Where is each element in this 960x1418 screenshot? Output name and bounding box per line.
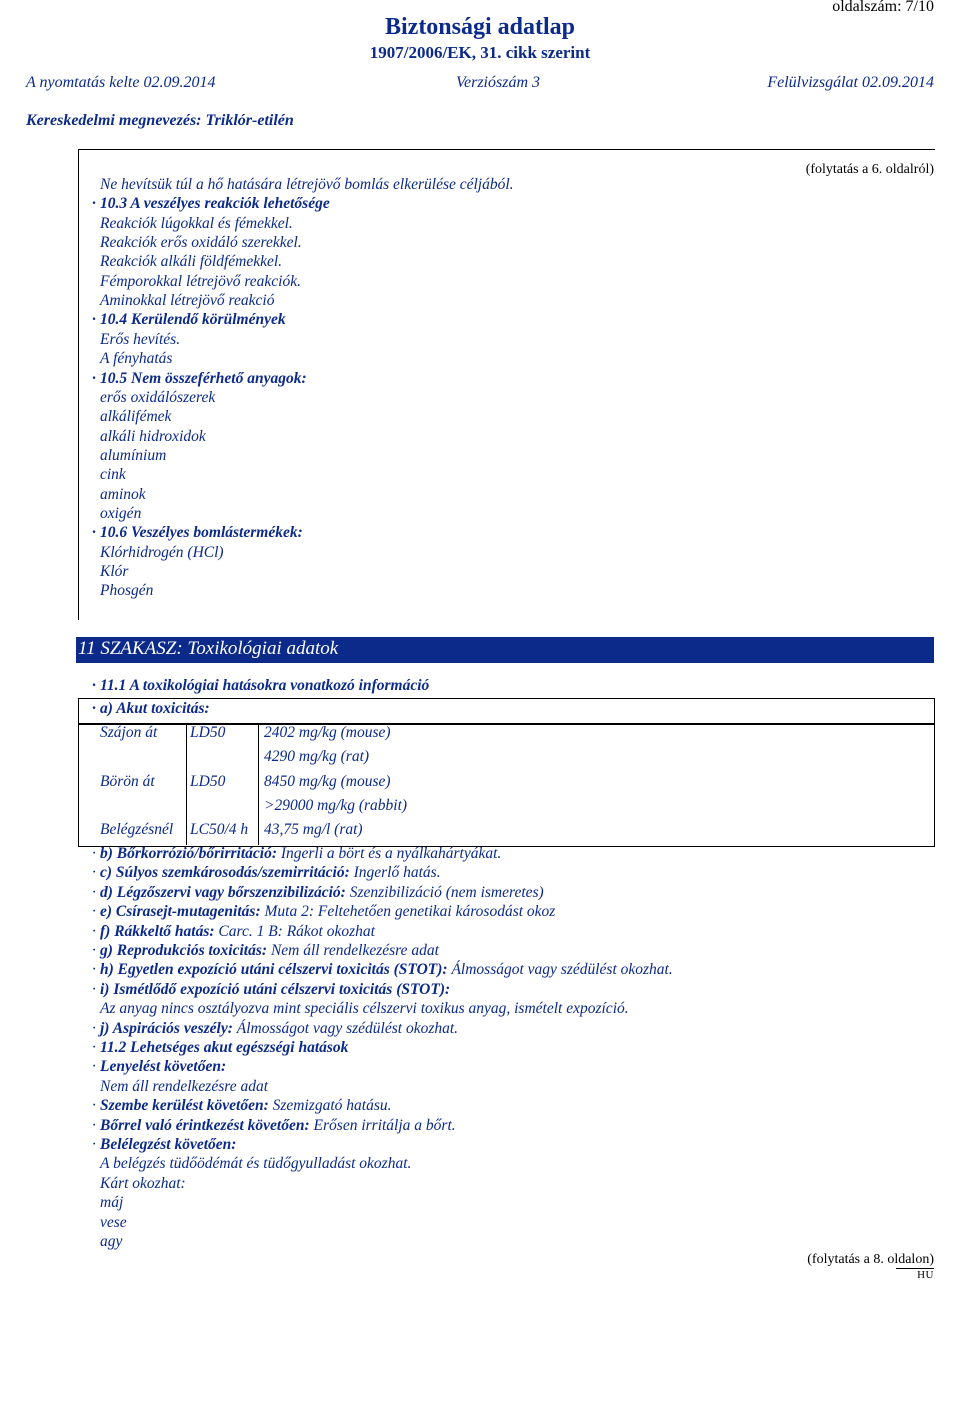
language-code: HU [917, 1269, 934, 1281]
section-10-line: alkáli hidroxidok [100, 427, 206, 445]
print-date: A nyomtatás kelte 02.09.2014 [26, 74, 216, 91]
section-10-line: oxigén [100, 504, 142, 522]
section-10-line: cink [100, 466, 126, 484]
toxicity-value-cell: 43,75 mg/l (rat) [264, 821, 363, 838]
toxicology-item: · g) Reprodukciós toxicitás: Nem áll rendelkezésre adat [92, 942, 439, 959]
toxicology-line: máj [100, 1194, 124, 1212]
toxicology-item: · i) Ismétlődő expozíció utáni célszervi toxicitás (STOT): [92, 980, 451, 998]
acute-toxicity-label: · a) Akut toxicitás: [92, 700, 210, 717]
section-10-line: alkálifémek [100, 408, 172, 426]
toxicology-item: · Lenyelést követően: [92, 1058, 227, 1076]
toxicity-route-cell: Belégzésnél [100, 821, 174, 838]
toxicity-route-cell: Börön át [100, 773, 155, 790]
toxicology-line: Kárt okozhat: [100, 1174, 186, 1192]
toxicology-item: · f) Rákkeltő hatás: Carc. 1 B: Rákot okozhat [92, 922, 375, 940]
section-10-line: Reakciók lúgokkal és fémekkel. [100, 214, 293, 232]
toxicity-value-cell: 4290 mg/kg (rat) [264, 748, 370, 765]
section-10-heading: · 10.6 Veszélyes bomlástermékek: [92, 524, 303, 542]
toxicity-type-cell: LC50/4 h [190, 821, 249, 838]
section-10-line: A fényhatás [100, 350, 173, 368]
section-10-heading: · 10.4 Kerülendő körülmények [92, 311, 286, 329]
section-10-line: Klór [100, 563, 129, 580]
version: Verziószám 3 [456, 74, 541, 91]
section-10-heading: · 10.3 A veszélyes reakciók lehetősége [92, 195, 330, 213]
toxicology-item: · h) Egyetlen expozíció utáni célszervi toxicitás (STOT): Álmosságot vagy szédülést okozhat. [92, 961, 673, 979]
continued-to: (folytatás a 8. oldalon) [807, 1252, 934, 1267]
toxicology-item: · c) Súlyos szemkárosodás/szemirritáció: Ingerlő hatás. [92, 864, 441, 882]
toxicology-item: · Bőrrel való érintkezést követően: Erősen irritálja a bőrt. [92, 1116, 456, 1134]
page-number: oldalszám: 7/10 [832, 0, 934, 15]
trade-name: Kereskedelmi megnevezés: Triklór-etilén [26, 112, 294, 129]
section-10-line: Reakciók erős oxidáló szerekkel. [100, 234, 302, 252]
toxicity-value-cell: 2402 mg/kg (mouse) [264, 724, 391, 741]
revision-date: Felülvizsgálat 02.09.2014 [767, 74, 934, 91]
subsection-11-1: · 11.1 A toxikológiai hatásokra vonatkozó információ [92, 677, 430, 694]
toxicity-route-cell: Szájon át [100, 724, 158, 741]
toxicity-type-cell: LD50 [190, 724, 226, 741]
section-10-line: Klórhidrogén (HCl) [100, 543, 224, 561]
document-title: Biztonsági adatlap [384, 14, 576, 40]
section-10-line: Fémporokkal létrejövő reakciók. [100, 272, 301, 290]
table-divider-2 [258, 723, 259, 845]
table-divider-1 [186, 723, 187, 845]
toxicology-item: · 11.2 Lehetséges akut egészségi hatások [92, 1039, 349, 1056]
section-10-line: Erős hevítés. [100, 330, 181, 348]
toxicology-line: A belégzés tüdőödémát és tüdőgyulladást okozhat. [100, 1155, 412, 1173]
section-10-heading: · 10.5 Nem összeférhető anyagok: [92, 369, 307, 387]
section-10-line: Reakciók alkáli földfémekkel. [100, 253, 283, 271]
section-10-line: Phosgén [100, 582, 154, 600]
toxicology-item: · b) Bőrkorrózió/bőrirritáció: Ingerli a bört és a nyálkahártyákat. [92, 845, 502, 862]
section-10-line: aminok [100, 485, 146, 503]
section-11-heading: 11 SZAKASZ: Toxikológiai adatok [78, 638, 339, 659]
toxicology-line: vese [100, 1213, 127, 1231]
toxicology-item: · Belélegzést követően: [92, 1136, 237, 1153]
toxicology-item: · e) Csírasejt-mutagenitás: Muta 2: Feltehetően genetikai károsodást okoz [92, 903, 556, 921]
section-11-heading-bar [76, 637, 934, 663]
section-10-line: erős oxidálószerek [100, 388, 216, 406]
toxicity-value-cell: >29000 mg/kg (rabbit) [264, 797, 408, 814]
toxicology-line: Az anyag nincs osztályozva mint speciális célszervi toxikus anyag, ismételt expozíció. [100, 1000, 629, 1018]
continued-from: (folytatás a 6. oldalról) [805, 162, 934, 177]
section-10-line: Ne hevítsük túl a hő hatására létrejövő bomlás elkerülése céljából. [100, 176, 514, 193]
toxicology-item: · d) Légzőszervi vagy bőrszenzibilizáció: Szenzibilizáció (nem ismeretes) [92, 883, 544, 901]
toxicology-item: · j) Aspirációs veszély: Álmosságot vagy szédülést okozhat. [92, 1019, 459, 1037]
toxicity-value-cell: 8450 mg/kg (mouse) [264, 773, 391, 790]
section-10-line: alumínium [100, 446, 167, 464]
toxicology-line: Nem áll rendelkezésre adat [100, 1077, 269, 1095]
toxicology-line: agy [100, 1233, 123, 1250]
toxicology-item: · Szembe kerülést követően: Szemizgató hatásu. [92, 1097, 392, 1115]
section-10-line: Aminokkal létrejövő reakció [100, 292, 275, 310]
document-subtitle: 1907/2006/EK, 31. cikk szerint [369, 43, 591, 62]
toxicity-type-cell: LD50 [190, 773, 226, 790]
